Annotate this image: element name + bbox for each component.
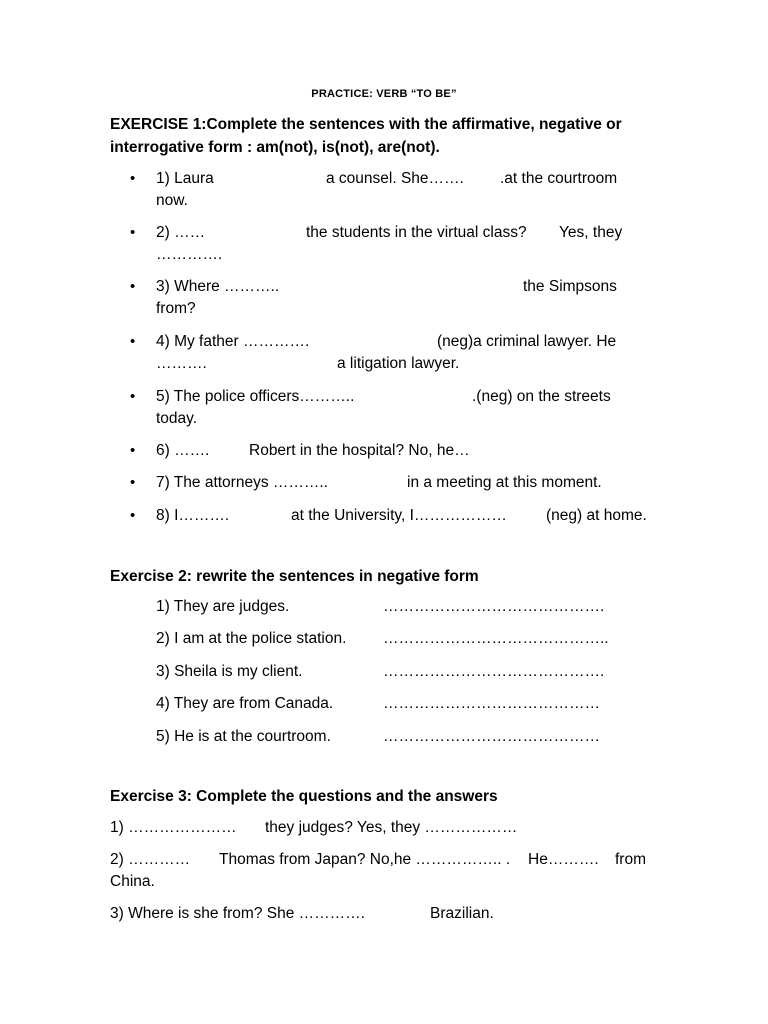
item-text: Robert in the hospital? No, he… xyxy=(249,442,470,459)
sentence: 5) He is at the courtroom. xyxy=(156,728,331,745)
exercise1-heading-line1: EXERCISE 1:Complete the sentences with the affirmative, negative or xyxy=(110,116,622,133)
exercise1-heading-line2: interrogative form : am(not), is(not), are(not). xyxy=(110,139,440,156)
item-text: today. xyxy=(156,410,198,427)
item-text: (neg)a criminal lawyer. He xyxy=(437,333,617,350)
item-text: at the University, I……………… xyxy=(291,507,507,524)
answer-blank: …………………………………….. xyxy=(383,630,609,647)
bullet: • xyxy=(130,507,136,524)
bullet: • xyxy=(130,278,136,295)
item-text: 7) The attorneys ……….. xyxy=(156,474,328,491)
item-text: .at the courtroom xyxy=(500,170,618,187)
question-text: they judges? Yes, they ……………… xyxy=(265,819,518,836)
bullet: • xyxy=(130,170,136,187)
item-text: 8) I………. xyxy=(156,507,230,524)
item-text: 1) Laura xyxy=(156,170,214,187)
question-text: 2) ………… xyxy=(110,851,191,868)
bullet: • xyxy=(130,388,136,405)
item-text: 3) Where ……….. xyxy=(156,278,280,295)
answer-blank: …………………………………… xyxy=(383,695,600,712)
sentence: 3) Sheila is my client. xyxy=(156,663,303,680)
answer-blank: ……………………………………. xyxy=(383,663,605,680)
item-text: a litigation lawyer. xyxy=(337,355,460,372)
sentence: 1) They are judges. xyxy=(156,598,290,615)
item-text: the students in the virtual class? xyxy=(306,224,527,241)
question-text: 1) ………………… xyxy=(110,819,237,836)
item-text: .(neg) on the streets xyxy=(472,388,611,405)
exercise2-heading: Exercise 2: rewrite the sentences in negative form xyxy=(110,568,479,585)
bullet: • xyxy=(130,474,136,491)
sentence: 2) I am at the police station. xyxy=(156,630,347,647)
item-text: from? xyxy=(156,300,196,317)
item-text: 5) The police officers……….. xyxy=(156,388,355,405)
question-text: Brazilian. xyxy=(430,905,494,922)
item-text: 4) My father …………. xyxy=(156,333,310,350)
item-text: Yes, they xyxy=(559,224,623,241)
item-text: a counsel. She……. xyxy=(326,170,464,187)
item-text: 6) ……. xyxy=(156,442,210,459)
page-title: PRACTICE: VERB “TO BE” xyxy=(311,88,457,100)
item-text: (neg) at home. xyxy=(546,507,647,524)
item-text: in a meeting at this moment. xyxy=(407,474,602,491)
bullet: • xyxy=(130,224,136,241)
bullet: • xyxy=(130,333,136,350)
item-text: 2) …… xyxy=(156,224,206,241)
bullet: • xyxy=(130,442,136,459)
question-text: China. xyxy=(110,873,155,890)
question-text: Thomas from Japan? No,he …………….. . xyxy=(219,851,511,868)
item-text: now. xyxy=(156,192,188,209)
item-text: …………. xyxy=(156,246,223,263)
sentence: 4) They are from Canada. xyxy=(156,695,334,712)
question-text: He………. xyxy=(528,851,599,868)
answer-blank: …………………………………… xyxy=(383,728,600,745)
exercise3-heading: Exercise 3: Complete the questions and the answers xyxy=(110,788,498,805)
question-text: 3) Where is she from? She …………. xyxy=(110,905,365,922)
question-text: from xyxy=(615,851,646,868)
answer-blank: ……………………………………. xyxy=(383,598,605,615)
item-text: ………. xyxy=(156,355,207,372)
item-text: the Simpsons xyxy=(523,278,617,295)
